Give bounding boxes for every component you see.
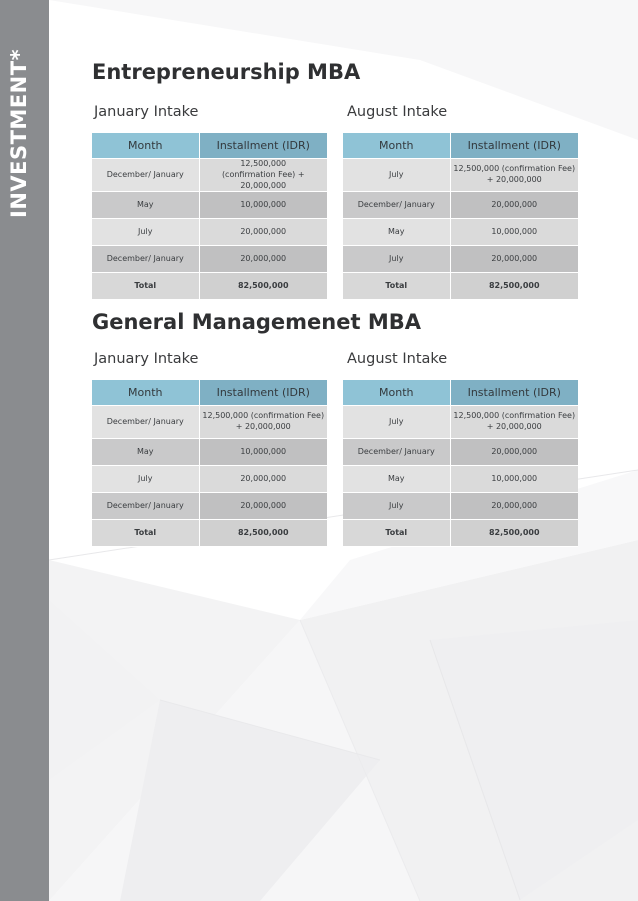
table-row bbox=[343, 159, 578, 192]
amount-cell: 20,000,000 bbox=[450, 439, 578, 466]
month-header: Month bbox=[343, 380, 450, 406]
payment-table bbox=[343, 133, 578, 300]
entrepreneurship-mba-title: Entrepreneurship MBA bbox=[92, 60, 361, 84]
payment-table bbox=[92, 133, 327, 300]
month-header: Month bbox=[92, 133, 199, 159]
table-row bbox=[343, 439, 578, 466]
month-cell: May bbox=[92, 192, 199, 219]
intake-label: August Intake bbox=[347, 351, 448, 367]
amount-cell: 20,000,000 bbox=[199, 219, 327, 246]
total-value: 82,500,000 bbox=[199, 273, 327, 300]
general-management-mba-title: General Managemenet MBA bbox=[92, 310, 421, 334]
month-cell: July bbox=[343, 406, 450, 439]
payment-table bbox=[92, 380, 327, 547]
payment-table bbox=[343, 380, 578, 547]
month-cell: July bbox=[92, 466, 199, 493]
amount-cell: 10,000,000 bbox=[199, 439, 327, 466]
table-row bbox=[343, 406, 578, 439]
table-header-row bbox=[92, 380, 327, 406]
amount-cell: 10,000,000 bbox=[199, 192, 327, 219]
installment-header: Installment (IDR) bbox=[199, 380, 327, 406]
month-cell: May bbox=[343, 466, 450, 493]
amount-cell: 10,000,000 bbox=[450, 219, 578, 246]
total-row bbox=[92, 273, 327, 300]
total-row bbox=[343, 273, 578, 300]
intake-label: January Intake bbox=[94, 351, 199, 367]
installment-header: Installment (IDR) bbox=[450, 380, 578, 406]
amount-line: 12,500,000 (confirmation Fee) bbox=[453, 164, 576, 174]
month-cell: December/ January bbox=[92, 246, 199, 273]
table-row bbox=[343, 246, 578, 273]
table-header-row bbox=[343, 133, 578, 159]
table-row bbox=[92, 439, 327, 466]
intake-label: January Intake bbox=[94, 104, 199, 120]
month-cell: May bbox=[343, 219, 450, 246]
total-label: Total bbox=[92, 520, 199, 547]
month-cell: May bbox=[92, 439, 199, 466]
amount-cell bbox=[450, 406, 578, 439]
month-cell: July bbox=[343, 159, 450, 192]
total-label: Total bbox=[343, 273, 450, 300]
month-cell: December/ January bbox=[343, 439, 450, 466]
amount-cell: 20,000,000 bbox=[199, 246, 327, 273]
total-row bbox=[343, 520, 578, 547]
amount-line-secondary: + 20,000,000 bbox=[486, 175, 542, 184]
total-value: 82,500,000 bbox=[199, 520, 327, 547]
amount-line: 12,500,000 (confirmation Fee) bbox=[453, 411, 576, 421]
table-row bbox=[343, 192, 578, 219]
month-cell: July bbox=[343, 493, 450, 520]
table-row bbox=[92, 246, 327, 273]
table-row bbox=[92, 219, 327, 246]
installment-header: Installment (IDR) bbox=[450, 133, 578, 159]
month-header: Month bbox=[343, 133, 450, 159]
table-header-row bbox=[343, 380, 578, 406]
total-value: 82,500,000 bbox=[450, 273, 578, 300]
amount-line: 12,500,000 bbox=[240, 159, 287, 168]
amount-cell: 20,000,000 bbox=[450, 192, 578, 219]
month-cell: July bbox=[92, 219, 199, 246]
total-value: 82,500,000 bbox=[450, 520, 578, 547]
table-row bbox=[92, 159, 327, 192]
investment-label: INVESTMENT* bbox=[7, 48, 31, 218]
intake-label: August Intake bbox=[347, 104, 448, 120]
amount-cell: 10,000,000 bbox=[450, 466, 578, 493]
amount-cell: 20,000,000 bbox=[199, 466, 327, 493]
amount-line-secondary: (confirmation Fee) + 20,000,000 bbox=[221, 169, 305, 190]
table-row bbox=[343, 466, 578, 493]
table-row bbox=[343, 219, 578, 246]
table-row bbox=[92, 406, 327, 439]
month-cell: December/ January bbox=[92, 159, 199, 192]
table-header-row bbox=[92, 133, 327, 159]
amount-line-secondary: + 20,000,000 bbox=[235, 422, 291, 431]
total-row bbox=[92, 520, 327, 547]
amount-line: 12,500,000 (confirmation Fee) bbox=[202, 411, 325, 421]
amount-cell: 20,000,000 bbox=[450, 246, 578, 273]
month-cell: December/ January bbox=[343, 192, 450, 219]
table-row bbox=[92, 493, 327, 520]
amount-cell bbox=[199, 159, 327, 192]
table-row bbox=[343, 493, 578, 520]
table-row bbox=[92, 192, 327, 219]
amount-cell: 20,000,000 bbox=[450, 493, 578, 520]
amount-line-secondary: + 20,000,000 bbox=[486, 422, 542, 431]
installment-header: Installment (IDR) bbox=[199, 133, 327, 159]
amount-cell bbox=[199, 406, 327, 439]
month-cell: July bbox=[343, 246, 450, 273]
total-label: Total bbox=[92, 273, 199, 300]
month-cell: December/ January bbox=[92, 406, 199, 439]
total-label: Total bbox=[343, 520, 450, 547]
amount-cell bbox=[450, 159, 578, 192]
month-cell: December/ January bbox=[92, 493, 199, 520]
month-header: Month bbox=[92, 380, 199, 406]
table-row bbox=[92, 466, 327, 493]
amount-cell: 20,000,000 bbox=[199, 493, 327, 520]
